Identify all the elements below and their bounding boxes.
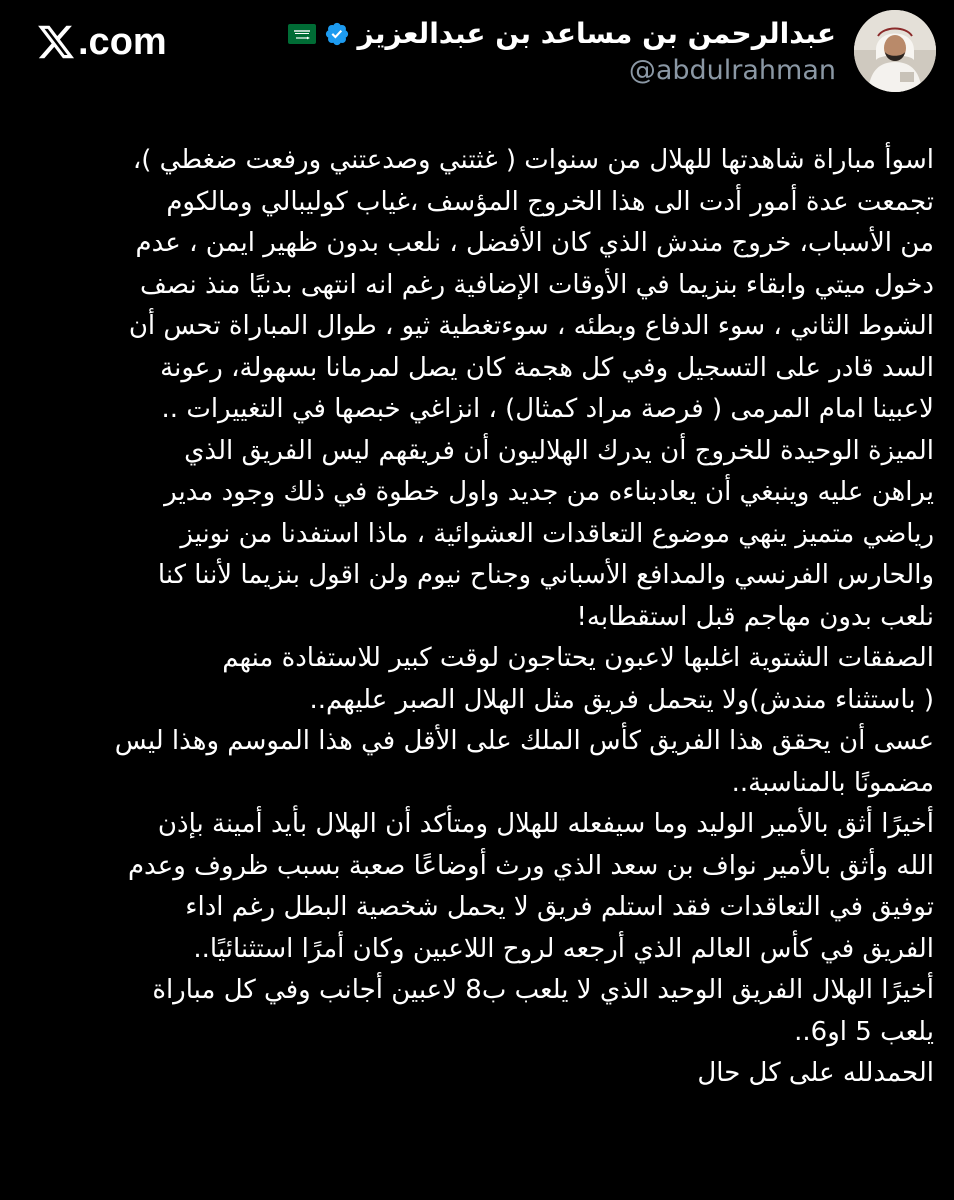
- tweet-text-line: الصفقات الشتوية اغلبها لاعبون يحتاجون لوقت كبير للاستفادة منهم: [222, 643, 934, 673]
- tweet-text-line: والحارس الفرنسي والمدافع الأسباني وجناح نيوم ولن اقول بنزيما لأننا كنا: [157, 560, 934, 590]
- tweet-text-line: الميزة الوحيدة للخروج أن يدرك الهلاليون أن فريقهم ليس الفريق الذي: [184, 435, 934, 466]
- tweet-text-line: من الأسباب، خروج مندش الذي كان الأفضل ، نلعب بدون ظهير ايمن ، عدم: [135, 228, 934, 258]
- tweet-text-line: السد قادر على التسجيل وفي كل هجمة كان يصل لمرمانا بسهولة، رعونة: [160, 352, 934, 383]
- saudi-flag-icon: [288, 24, 316, 44]
- author-name-row[interactable]: [288, 14, 836, 54]
- tweet-text-line: توفيق في التعاقدات فقد استلم فريق لا يحمل شخصية البطل رغم اداء: [185, 892, 934, 922]
- tweet-text-line: أخيرًا أثق بالأمير الوليد وما سيفعله للهلال ومتأكد أن الهلال بأيد أمينة بإذن: [157, 809, 934, 839]
- tweet-text-line: لاعبينا امام المرمى ( فرصة مراد كمثال) ، انزاغي خبصها في التغييرات ..: [161, 394, 934, 424]
- tweet-text-line: الله وأثق بالأمير نواف بن سعد الذي ورث أوضاعًا صعبة بسبب ظروف وعدم: [127, 850, 934, 881]
- tweet-text-line: يراهن عليه وينبغي أن يعادبناءه من جديد واول خطوة في ذلك وجود مدير: [164, 477, 934, 507]
- brand-domain: .com: [78, 21, 167, 63]
- tweet-text-line: الشوط الثاني ، سوء الدفاع وبطئه ، سوءتغطية ثيو ، طوال المباراة تحس أن: [128, 311, 934, 341]
- tweet-text-line: دخول ميتي وابقاء بنزيما في الأوقات الإضافية رغم انه انتهى بدنيًا منذ نصف: [140, 269, 934, 300]
- x-logo-icon: [36, 22, 76, 62]
- verified-badge-icon: [324, 21, 350, 47]
- avatar-photo: [854, 10, 936, 92]
- tweet-text-line: ( باستثناء مندش)ولا يتحمل فريق مثل الهلال الصبر عليهم..: [309, 684, 934, 715]
- brand-watermark: [36, 20, 167, 64]
- tweet-text-line: اسوأ مباراة شاهدتها للهلال من سنوات ( غثتني وصدعتني ورفعت ضغطي )،: [132, 145, 934, 175]
- tweet-text-line: عسى أن يحقق هذا الفريق كأس الملك على الأقل في هذا الموسم وهذا ليس: [114, 726, 934, 756]
- tweet-text-line: الحمدلله على كل حال: [697, 1058, 934, 1088]
- tweet-text-line: مضمونًا بالمناسبة..: [731, 767, 934, 798]
- tweet-text: [20, 140, 934, 1095]
- tweet-text-line: يلعب 5 او6..: [794, 1016, 934, 1047]
- tweet-text-line: رياضي متميز ينهي موضوع التعاقدات العشوائية ، ماذا استفدنا من نونيز: [180, 518, 934, 549]
- tweet-text-line: نلعب بدون مهاجم قبل استقطابه!: [576, 601, 934, 632]
- tweet-text-line: الفريق في كأس العالم الذي أرجعه لروح اللاعبين وكان أمرًا استثنائيًا..: [193, 933, 934, 964]
- author-display-name[interactable]: عبدالرحمن بن مساعد بن عبدالعزيز: [357, 17, 836, 50]
- avatar[interactable]: [854, 10, 936, 92]
- tweet-text-line: أخيرًا الهلال الفريق الوحيد الذي لا يلعب ب8 لاعبين أجانب وفي كل مباراة: [152, 975, 934, 1005]
- tweet-text-line: تجمعت عدة أمور أدت الى هذا الخروج المؤسف ،غياب كوليبالي ومالكوم: [166, 186, 934, 217]
- tweet-header: [0, 0, 954, 110]
- author-handle[interactable]: @abdulrahman: [628, 55, 836, 86]
